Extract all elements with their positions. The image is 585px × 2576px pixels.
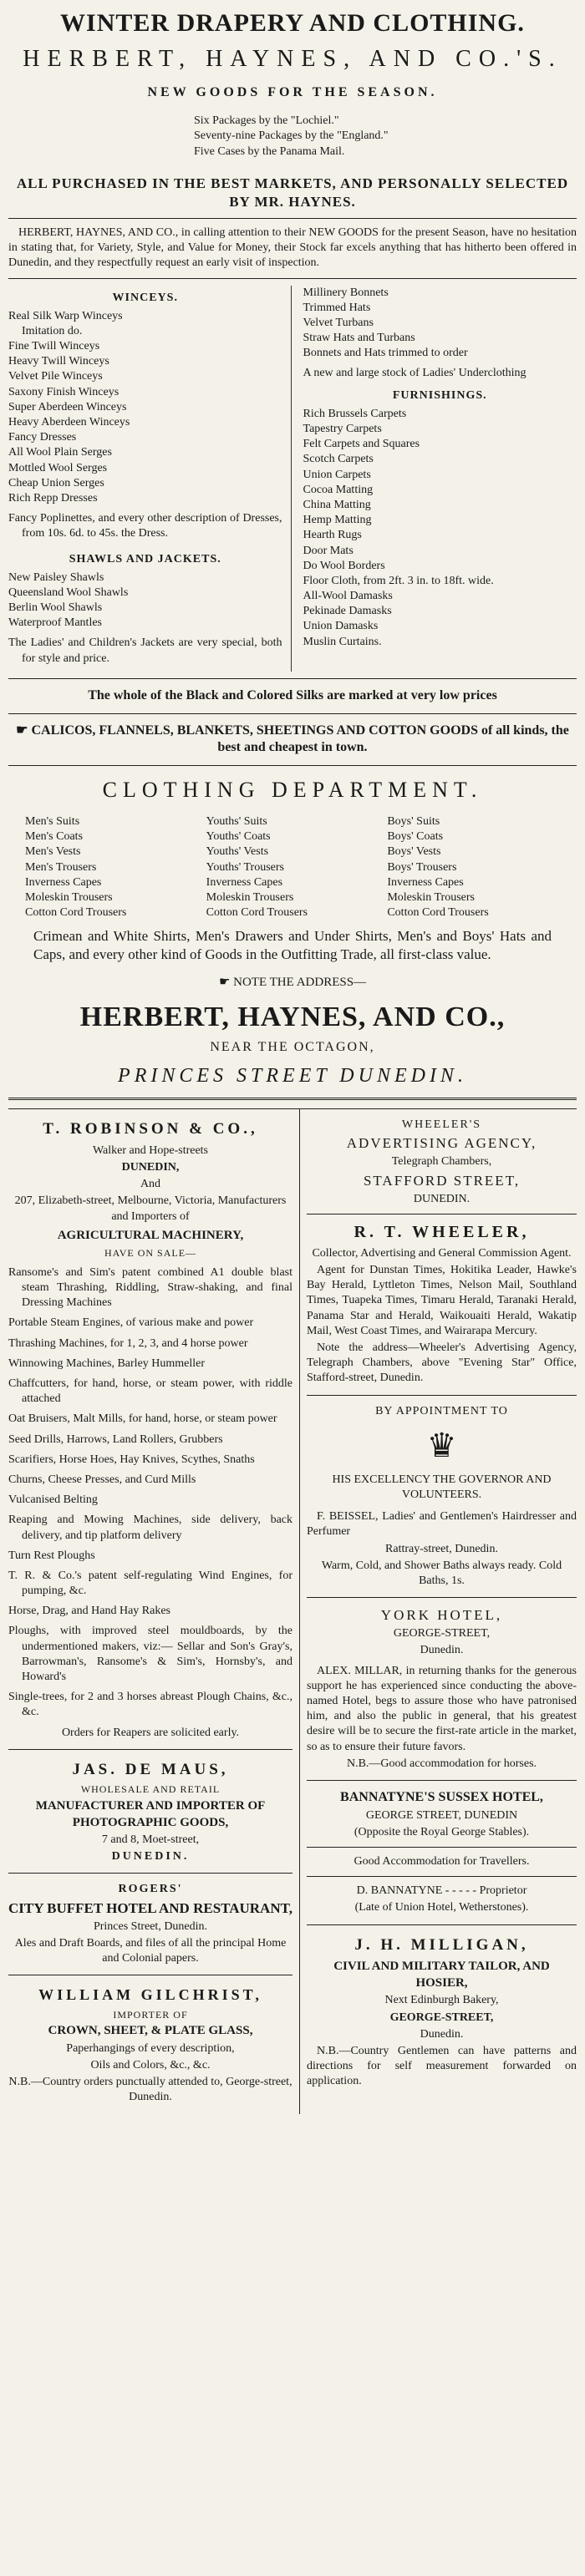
list-item: Floor Cloth, from 2ft. 3 in. to 18ft. wide. bbox=[303, 574, 494, 587]
list-item: Velvet Pile Winceys bbox=[8, 370, 103, 383]
list-item: Rich Brussels Carpets bbox=[303, 407, 407, 420]
rogers-ad bbox=[8, 1874, 292, 1975]
list-item: Fancy Dresses bbox=[8, 431, 77, 444]
list-item: Heavy Twill Winceys bbox=[8, 355, 109, 368]
beissel-baths: Warm, Cold, and Shower Baths always ready. Cold Baths, 1s. bbox=[321, 1559, 562, 1587]
list-item: Moleskin Trousers bbox=[387, 890, 475, 904]
divider bbox=[8, 218, 577, 219]
list-item: Scarifiers, Horse Hoes, Hay Knives, Scythes, Snaths bbox=[8, 1453, 255, 1466]
wheeler-line: DUNEDIN. bbox=[413, 1192, 471, 1205]
list-item: All Wool Plain Serges bbox=[8, 446, 112, 459]
intro-paragraph: HERBERT, HAYNES, AND CO., in calling attention to their NEW GOODS for the present Season, have no hesitation in stating that, for Variety, Style, and Value for Money, their Stock far excels anything that has hitherto been offered in Dunedin, and they respectfully request an early visit of inspection. bbox=[8, 226, 577, 270]
robinson-line: DUNEDIN, bbox=[121, 1161, 180, 1174]
list-item: Men's Suits bbox=[25, 815, 80, 828]
list-item: Boys' Vests bbox=[387, 845, 441, 859]
gilchrist-line: CROWN, SHEET, & PLATE GLASS, bbox=[48, 2024, 253, 2038]
list-item: Saxony Finish Winceys bbox=[8, 385, 120, 398]
list-item: Cotton Cord Trousers bbox=[25, 906, 127, 920]
gilchrist-ad bbox=[8, 1975, 292, 2113]
main-title: WINTER DRAPERY AND CLOTHING. bbox=[60, 9, 525, 37]
list-item: Boys' Suits bbox=[387, 815, 440, 828]
men-column bbox=[25, 814, 198, 920]
list-item: Turn Rest Ploughs bbox=[8, 1549, 95, 1562]
demaus-line: DUNEDIN. bbox=[111, 1850, 190, 1864]
list-item: Inverness Capes bbox=[206, 875, 283, 889]
york-line: GEORGE-STREET, bbox=[393, 1627, 491, 1640]
list-item: Union Damasks bbox=[303, 620, 379, 633]
newspaper-page bbox=[8, 0, 577, 2114]
gilchrist-title: WILLIAM GILCHRIST, bbox=[38, 1986, 262, 2004]
milligan-title: J. H. MILLIGAN, bbox=[354, 1935, 529, 1954]
gilchrist-line: Oils and Colors, &c., &c. bbox=[90, 2058, 211, 2071]
list-item: Queensland Wool Shawls bbox=[8, 586, 129, 599]
beissel-appt: BY APPOINTMENT TO bbox=[375, 1404, 508, 1417]
list-item: Millinery Bonnets bbox=[303, 286, 389, 299]
divider bbox=[8, 1098, 577, 1100]
wheeler-name: R. T. WHEELER, bbox=[354, 1222, 530, 1241]
demaus-line: 7 and 8, Moet-street, bbox=[101, 1833, 200, 1847]
wheeler-line: WHEELER'S bbox=[401, 1118, 482, 1132]
list-item: Velvet Turbans bbox=[303, 316, 374, 329]
address-note bbox=[8, 975, 577, 991]
robinson-line: 207, Elizabeth-street, Melbourne, Victoria, Manufacturers and Importers of bbox=[14, 1194, 287, 1223]
shipment-line: Seventy-nine Packages by the "England." bbox=[194, 129, 389, 143]
beissel-name: F. BEISSEL, Ladies' and Gentlemen's Hairdresser and Perfumer bbox=[307, 1510, 577, 1539]
list-item: Boys' Trousers bbox=[387, 860, 457, 874]
wheeler-line: ADVERTISING AGENCY, bbox=[346, 1135, 537, 1152]
list-item: Ransome's and Sim's patent combined A1 double blast steam Thrashing, Riddling, Straw-shaking, and final Dressing Machines bbox=[8, 1265, 292, 1310]
list-item: Fancy Poplinettes, and every other description of Dresses, from 10s. 6d. to 45s. the Dress. bbox=[8, 512, 282, 540]
shipments-list bbox=[8, 114, 577, 160]
list-item: Boys' Coats bbox=[387, 830, 444, 844]
robinson-line: And bbox=[140, 1178, 161, 1191]
wheeler-line: Telegraph Chambers, bbox=[391, 1155, 492, 1169]
list-item: Men's Vests bbox=[25, 845, 81, 859]
list-item: Heavy Aberdeen Winceys bbox=[8, 416, 130, 428]
list-item: Moleskin Trousers bbox=[25, 890, 113, 904]
list-item: Reaping and Mowing Machines, side delivery, back delivery, and tip platform delivery bbox=[8, 1514, 292, 1542]
wheeler-agent: Agent for Dunstan Times, Hokitika Leader, Hawke's Bay Herald, Lyttleton Times, Nelson Mail, Southland Times, Tuapeka Times, Timaru Herald, Taranaki Herald, Panama Star and Herald, Waikouaiti Herald, Wakatip Mail, West Coast Times, and Wairarapa Mercury. bbox=[307, 1264, 577, 1337]
milligan-line: GEORGE-STREET, bbox=[389, 2011, 494, 2024]
york-line: Dunedin. bbox=[420, 1644, 464, 1657]
clothing-note: Crimean and White Shirts, Men's Drawers and Under Shirts, Men's and Boys' Hats and Caps, and every other kind of Goods in the Outfitting Trade, all first-class value. bbox=[33, 928, 552, 963]
list-item: Real Silk Warp Winceys bbox=[8, 309, 123, 322]
robinson-line: AGRICULTURAL MACHINERY, bbox=[57, 1228, 244, 1242]
list-item: All-Wool Damasks bbox=[303, 590, 393, 603]
demaus-line: MANUFACTURER AND IMPORTER OF PHOTOGRAPHIC GOODS, bbox=[35, 1799, 266, 1829]
shipment-line: Six Packages by the "Lochiel." bbox=[194, 114, 339, 128]
list-item: Youths' Vests bbox=[206, 845, 269, 859]
list-item: Cheap Union Serges bbox=[8, 476, 104, 489]
bannatyne-line: Good Accommodation for Travellers. bbox=[354, 1855, 530, 1869]
list-item: Youths' Trousers bbox=[206, 860, 284, 874]
ads-left-column bbox=[8, 1109, 300, 2113]
bannatyne-line: GEORGE STREET, DUNEDIN bbox=[365, 1808, 518, 1822]
list-item: Do Wool Borders bbox=[303, 559, 385, 572]
address-street: PRINCES STREET DUNEDIN. bbox=[118, 1064, 467, 1087]
address-note-text: NOTE THE ADDRESS— bbox=[233, 975, 367, 989]
gilchrist-line: Paperhangings of every description, bbox=[66, 2041, 235, 2055]
list-item: Tapestry Carpets bbox=[303, 423, 382, 435]
rogers-title: ROGERS' bbox=[118, 1883, 183, 1896]
list-item: Single-trees, for 2 and 3 horses abreast Plough Chains, &c., &c. bbox=[8, 1691, 292, 1719]
list-item: Hearth Rugs bbox=[303, 529, 362, 542]
list-item: Scotch Carpets bbox=[303, 453, 374, 466]
beissel-governor: HIS EXCELLENCY THE GOVERNOR AND VOLUNTEERS. bbox=[332, 1473, 552, 1501]
stock-left-column bbox=[8, 286, 292, 672]
list-item: Horse, Drag, and Hand Hay Rakes bbox=[8, 1605, 170, 1618]
list-item: Vulcanised Belting bbox=[8, 1493, 98, 1507]
stock-columns bbox=[8, 286, 577, 672]
list-item: Cotton Cord Trousers bbox=[206, 906, 308, 920]
address-near: NEAR THE OCTAGON, bbox=[210, 1040, 375, 1055]
list-item: Oat Bruisers, Malt Mills, for hand, horse, or steam power bbox=[8, 1412, 277, 1426]
milligan-line: Next Edinburgh Bakery, bbox=[384, 1994, 499, 2007]
ads-section bbox=[8, 1108, 577, 2113]
bannatyne-prev: (Late of Union Hotel, Wetherstones). bbox=[354, 1901, 529, 1914]
demaus-ad bbox=[8, 1750, 292, 1874]
list-item: Fine Twill Winceys bbox=[8, 340, 100, 353]
list-item: Pekinade Damasks bbox=[303, 605, 392, 618]
list-item: Youths' Suits bbox=[206, 815, 267, 828]
wheeler-note: Note the address—Wheeler's Advertising Agency, Telegraph Chambers, above "Evening Star" Office, Stafford-street, Dunedin. bbox=[307, 1341, 577, 1385]
youths-column bbox=[206, 814, 379, 920]
divider bbox=[8, 765, 577, 766]
wheeler-line: STAFFORD STREET, bbox=[363, 1172, 521, 1189]
york-title: YORK HOTEL, bbox=[380, 1607, 503, 1624]
list-item: Trimmed Hats bbox=[303, 301, 371, 314]
subtitle: NEW GOODS FOR THE SEASON. bbox=[147, 85, 438, 100]
list-item: Men's Trousers bbox=[25, 860, 97, 874]
list-item: Portable Steam Engines, of various make and power bbox=[8, 1316, 254, 1330]
stock-right-column bbox=[303, 286, 577, 672]
list-item: Ploughs, with improved steel mouldboards, by the undermentioned makers, viz:— Sellar and Son's Gray's, Barrowman's, Ransome's & Sim's, Hornsby's, and Howard's bbox=[8, 1625, 292, 1684]
boys-column bbox=[387, 814, 560, 920]
list-item: The Ladies' and Children's Jackets are very special, both for style and price. bbox=[8, 636, 282, 665]
beissel-ad bbox=[307, 1396, 577, 1599]
bannatyne-title: BANNATYNE'S SUSSEX HOTEL, bbox=[340, 1789, 543, 1804]
robinson-sale: HAVE ON SALE— bbox=[104, 1247, 197, 1260]
list-item: A new and large stock of Ladies' Underclothing bbox=[303, 367, 526, 380]
list-item: Inverness Capes bbox=[387, 875, 464, 889]
divider bbox=[8, 713, 577, 714]
divider bbox=[307, 1876, 577, 1877]
list-item: Men's Coats bbox=[25, 830, 84, 844]
gilchrist-line: IMPORTER OF bbox=[113, 2008, 188, 2021]
list-item: Winnowing Machines, Barley Hummeller bbox=[8, 1356, 206, 1370]
list-item: Mottled Wool Serges bbox=[8, 461, 108, 474]
list-item: Straw Hats and Turbans bbox=[303, 332, 415, 345]
rogers-line: CITY BUFFET HOTEL AND RESTAURANT, bbox=[8, 1899, 292, 1916]
list-item: Union Carpets bbox=[303, 468, 371, 481]
milligan-line: Dunedin. bbox=[420, 2027, 464, 2041]
bannatyne-ad bbox=[307, 1781, 577, 1925]
milligan-nb: N.B.—Country Gentlemen can have patterns and directions for self measurement forwarded on application. bbox=[307, 2044, 577, 2088]
list-item: Churns, Cheese Presses, and Curd Mills bbox=[8, 1473, 196, 1486]
calicos-text: CALICOS, FLANNELS, BLANKETS, SHEETINGS AND COTTON GOODS of all kinds, the best and cheapest in town. bbox=[31, 723, 569, 755]
silks-notice: The whole of the Black and Colored Silks are marked at very low prices bbox=[88, 687, 497, 702]
gilchrist-line: N.B.—Country orders punctually attended to, George-street, Dunedin. bbox=[8, 2076, 292, 2104]
ads-right-column bbox=[300, 1109, 577, 2113]
list-item: China Matting bbox=[303, 498, 371, 511]
winceys-heading: WINCEYS. bbox=[112, 291, 178, 304]
rogers-line: Ales and Draft Boards, and files of all the principal Home and Colonial papers. bbox=[14, 1936, 287, 1965]
list-item: Thrashing Machines, for 1, 2, 3, and 4 horse power bbox=[8, 1336, 248, 1350]
bannatyne-prop: D. BANNATYNE - - - - - Proprietor bbox=[356, 1884, 527, 1898]
list-item: Door Mats bbox=[303, 544, 354, 557]
robinson-orders: Orders for Reapers are solicited early. bbox=[61, 1726, 240, 1739]
address-firm: HERBERT, HAYNES, AND CO., bbox=[79, 1001, 506, 1032]
royal-crest-icon: ♛ bbox=[426, 1426, 457, 1464]
purchased-notice: ALL PURCHASED IN THE BEST MARKETS, AND PERSONALLY SELECTED BY MR. HAYNES. bbox=[16, 175, 569, 210]
divider bbox=[307, 1847, 577, 1848]
list-item: Muslin Curtains. bbox=[303, 635, 382, 648]
list-item: T. R. & Co.'s patent self-regulating Wind Engines, for pumping, &c. bbox=[8, 1569, 292, 1598]
clothing-columns bbox=[8, 814, 577, 920]
rogers-line: Princes Street, Dunedin. bbox=[93, 1919, 208, 1933]
list-item: Super Aberdeen Winceys bbox=[8, 400, 127, 413]
york-ad bbox=[307, 1598, 577, 1781]
shipment-line: Five Cases by the Panama Mail. bbox=[194, 145, 345, 158]
pointing-hand-icon: ☛ bbox=[16, 723, 28, 738]
list-item: Chaffcutters, for hand, horse, or steam power, with riddle attached bbox=[8, 1377, 292, 1406]
robinson-ad bbox=[8, 1109, 292, 1750]
wheeler-ad bbox=[307, 1109, 577, 1395]
milligan-line: CIVIL AND MILITARY TAILOR, AND HOSIER, bbox=[333, 1960, 550, 1990]
shawls-heading: SHAWLS AND JACKETS. bbox=[69, 552, 221, 565]
list-item: Felt Carpets and Squares bbox=[303, 438, 420, 451]
list-item: Inverness Capes bbox=[25, 875, 102, 889]
furnishings-heading: FURNISHINGS. bbox=[392, 388, 487, 402]
wheeler-role: Collector, Advertising and General Commission Agent. bbox=[312, 1246, 572, 1260]
demaus-title: JAS. DE MAUS, bbox=[72, 1760, 229, 1778]
calicos-notice bbox=[8, 723, 577, 758]
list-item: Rich Repp Dresses bbox=[8, 491, 98, 505]
list-item: Waterproof Mantles bbox=[8, 616, 102, 630]
list-item: Cocoa Matting bbox=[303, 483, 374, 496]
milligan-ad bbox=[307, 1925, 577, 2098]
list-item: Hemp Matting bbox=[303, 514, 372, 527]
clothing-heading: CLOTHING DEPARTMENT. bbox=[102, 778, 483, 803]
york-nb: N.B.—Good accommodation for horses. bbox=[346, 1757, 537, 1770]
divider bbox=[8, 278, 577, 279]
list-item: Seed Drills, Harrows, Land Rollers, Grubbers bbox=[8, 1433, 223, 1446]
list-item: Moleskin Trousers bbox=[206, 890, 294, 904]
list-item: Cotton Cord Trousers bbox=[387, 906, 489, 920]
pointing-hand-icon: ☛ bbox=[218, 975, 231, 989]
beissel-address: Rattray-street, Dunedin. bbox=[385, 1542, 498, 1555]
list-item: New Paisley Shawls bbox=[8, 570, 104, 584]
demaus-line: WHOLESALE AND RETAIL bbox=[80, 1783, 221, 1796]
list-item: Youths' Coats bbox=[206, 830, 271, 844]
bannatyne-line: (Opposite the Royal George Stables). bbox=[354, 1825, 530, 1838]
divider bbox=[8, 678, 577, 679]
list-item: Bonnets and Hats trimmed to order bbox=[303, 347, 468, 360]
robinson-line: Walker and Hope-streets bbox=[92, 1143, 209, 1157]
robinson-title: T. ROBINSON & CO., bbox=[43, 1120, 258, 1138]
list-item: Berlin Wool Shawls bbox=[8, 601, 103, 615]
york-body: ALEX. MILLAR, in returning thanks for the generous support he has experienced since conducting the above-named Hotel, begs to assure those who have patronised him, and also the public in general, that his greatest desire will be to secure the first-rate article in the market, so as to ensure their future favors. bbox=[307, 1664, 577, 1753]
firm-name: HERBERT, HAYNES, AND CO.'S. bbox=[23, 46, 562, 72]
list-item: Imitation do. bbox=[22, 324, 83, 337]
